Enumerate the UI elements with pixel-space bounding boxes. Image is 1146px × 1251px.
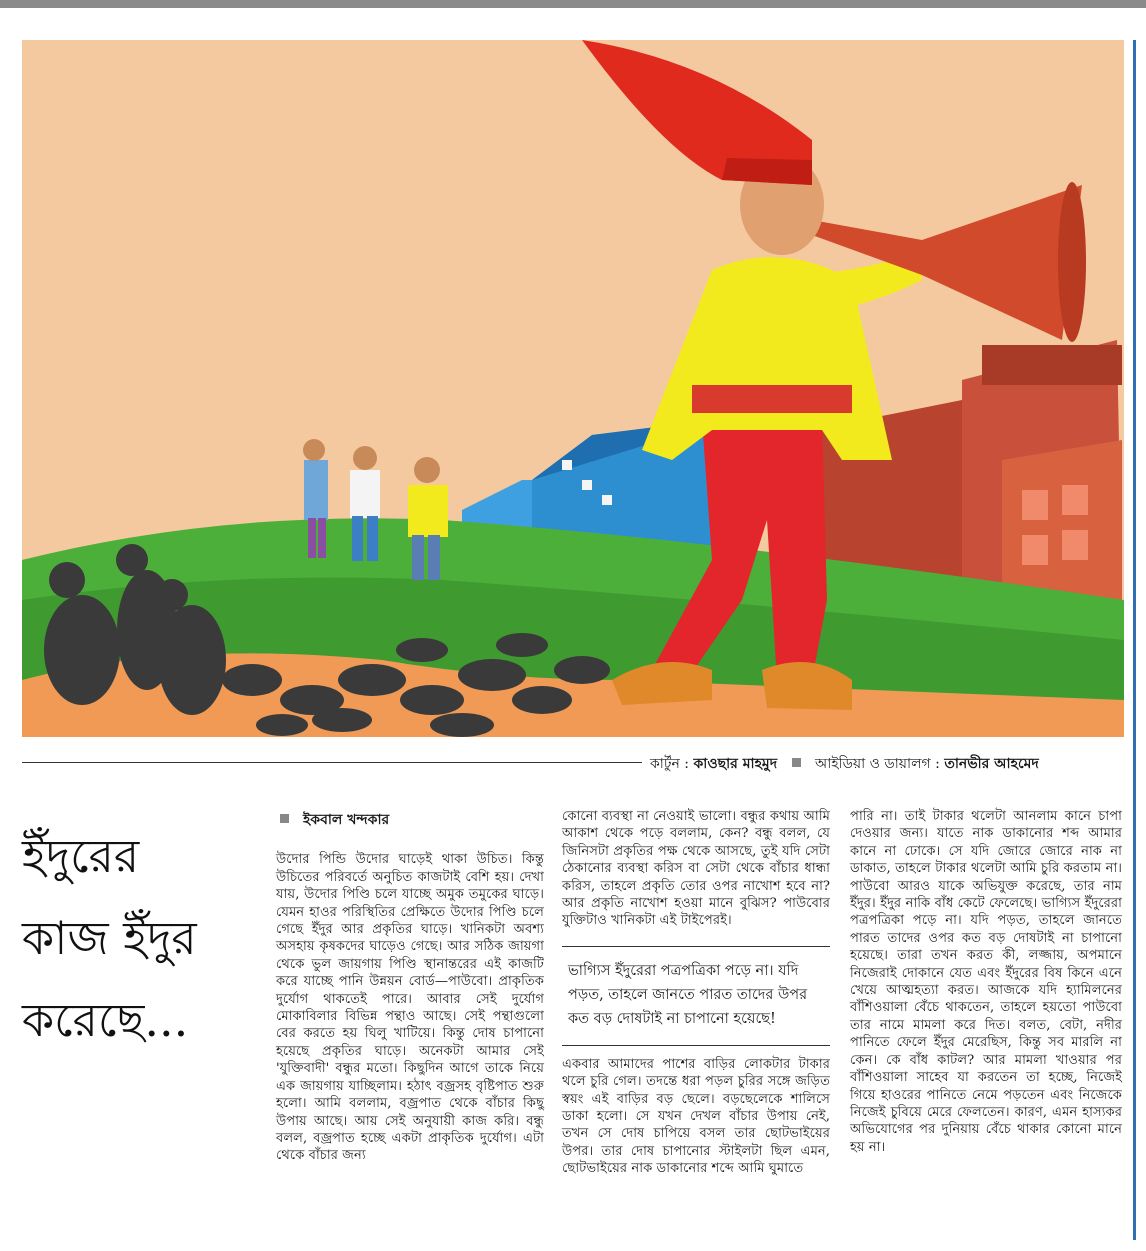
byline-author: ইকবাল খন্দকার [303, 812, 390, 828]
idea-credit-label: আইডিয়া ও ডায়ালগ : [814, 756, 940, 772]
article-column-3 [850, 808, 1122, 1156]
column-rule [1133, 40, 1136, 1240]
cartoon-artist: কাওছার মাহমুদ [693, 756, 778, 772]
idea-author: তানভীর আহমেদ [944, 756, 1039, 772]
square-bullet-icon [792, 758, 801, 767]
headline-line-2: কাজ ইঁদুর [22, 911, 197, 965]
credit-rule [22, 762, 642, 763]
pull-quote: ভাগ্যিস ইঁদুরেরা পত্রপত্রিকা পড়ে না। যদি পড়ত, তাহলে জানতে পারত তাদের উপর কত বড় দোষটাই না চাপানো হয়েছে! [562, 946, 830, 1046]
column-3-text: পারি না। তাই টাকার থলেটা আনলাম কানে চাপা দেওয়ার জন্য। যাতে নাক ডাকানোর শব্দ আমার কানে না ঢোকে। সে যদি জোরে জোরে নাক না ডাকাত, তাহলে টাকার থলেটা আমি চুরি করতাম না। পাউবো আরও যাকে অভিযুক্ত করেছে, তার নাম ইঁদুর। ইঁদুর নাকি বাঁধ কেটে ফেলেছে। ভাগ্যিস ইঁদুরেরা পত্রপত্রিকা পড়ে না। যদি পড়ত, তাহলে জানতে পারত তাদের ওপর কত বড় দোষটাই না চাপানো হয়েছে। তারা তখন করত কী, লজ্জায়, অপমানে নিজেরাই দোকানে যেত এবং ইঁদুরের বিষ কিনে এনে খেয়ে আত্মহত্যা করত। আজকে যদি হ্যামিলনের বাঁশিওয়ালা বেঁচে থাকতেন, তাহলে হয়তো পাউবো তার নামে মামলা করে দিত। বলত, বেটা, নদীর পানিতে ফেলে ইঁদুর মেরেছিস, কিন্তু সব মারলি না কেন। কে বাঁধ কাটল? আর মামলা খাওয়ার পর বাঁশিওয়ালা সাহেব যা করতেন তা হচ্ছে, নিজেই গিয়ে হাওরের পানিতে নেমে পড়তেন এবং নিজেকে নিজেই চুবিয়ে মেরে ফেলতেন। কারণ, এমন হাস্যকর অভিযোগের পর দুনিয়ায় বেঁচে থাকার কোনো মানে হয় না। [850, 809, 1122, 1155]
column-1-text: উদোর পিন্ডি উদোর ঘাড়েই থাকা উচিত। কিন্তু উচিতের পরিবর্তে অনুচিত কাজটাই বেশি হয়। দেখা যায়, উদোর পিণ্ডি চলে যাচ্ছে অমুক তমুকের ঘাড়ে। যেমন হাওর পরিস্থিতির প্রেক্ষিতে উদোর পিণ্ডি চলে গেছে ইঁদুর আর প্রকৃতির ঘাড়ে। খানিকটা অবশ্য অসহায় কৃষকদের ঘাড়েও গেছে। আর সঠিক জায়গা থেকে ভুল জায়গায় পিণ্ডি স্থানান্তরের এই কাজটি করে যাচ্ছে পানি উন্নয়ন বোর্ড—পাউবো। প্রাকৃতিক দুর্যোগ থাকতেই পারে। আবার সেই দুর্যোগ মোকাবিলার বিভিন্ন পন্থাও আছে। সেই পন্থাগুলো বের করতে হয় ঘিলু খাটিয়ে। কিন্তু দোষ চাপানো হয়েছে প্রকৃতির ঘাড়ে। অনেকটা আমার সেই 'যুক্তিবাদী' বন্ধুর মতো। কিছুদিন আগে তাকে নিয়ে এক জায়গায় যাচ্ছিলাম। হঠাৎ বজ্রসহ বৃষ্টিপাত শুরু হলো। আমি বললাম, বজ্রপাত থেকে বাঁচার কিছু উপায় আছে। আয় সেই অনুযায়ী কাজ করি। বন্ধু বলল, বজ্রপাত হচ্ছে একটা প্রাকৃতিক দুর্যোগ। এটা থেকে বাঁচার জন্য [276, 852, 544, 1164]
article-column-1 [276, 812, 544, 1165]
cartoon-credit-label: কার্টুন : [650, 756, 690, 772]
headline [22, 815, 272, 1061]
column-2-text-a: কোনো ব্যবস্থা না নেওয়াই ভালো। বন্ধুর কথায় আমি আকাশ থেকে পড়ে বললাম, কেন? বন্ধু বলল, যে জিনিসটা প্রকৃতির পক্ষ থেকে আসছে, তুই যদি সেটা ঠেকানোর ব্যবস্থা করিস বা সেটা থেকে বাঁচার ধান্ধা করিস, তাহলে প্রকৃতি তোর ওপর নাখোশ হবে না? আর প্রকৃতি নাখোশ হওয়া মানে বুঝিস? পাউবোর যুক্তিটাও খানিকটা এই টাইপেরই। [562, 809, 830, 929]
byline [276, 812, 544, 829]
headline-line-3: করেছে... [22, 993, 189, 1047]
square-bullet-icon [280, 814, 289, 823]
cartoon-illustration [22, 40, 1124, 737]
column-2-text-b: একবার আমাদের পাশের বাড়ির লোকটার টাকার থলে চুরি গেল। তদন্তে ধরা পড়ল চুরির সঙ্গে জড়িত স্বয়ং এই বাড়ির বড় ছেলে। বড়ছেলেকে শালিসে ডাকা হলো। সে যখন দেখল বাঁচার উপায় নেই, তখন সে দোষ চাপিয়ে বসল তার ছোটভাইয়ের উপর। তার দোষ চাপানোর স্টাইলটা ছিল এমন, ছোটভাইয়ের নাক ডাকানোর শব্দে আমি ঘুমাতে [562, 1056, 830, 1177]
top-rule [0, 0, 1146, 8]
cartoon-svg [22, 40, 1124, 737]
article-column-2 [562, 808, 830, 1178]
headline-line-1: ইঁদুরের [22, 829, 140, 883]
credits [650, 752, 1039, 776]
